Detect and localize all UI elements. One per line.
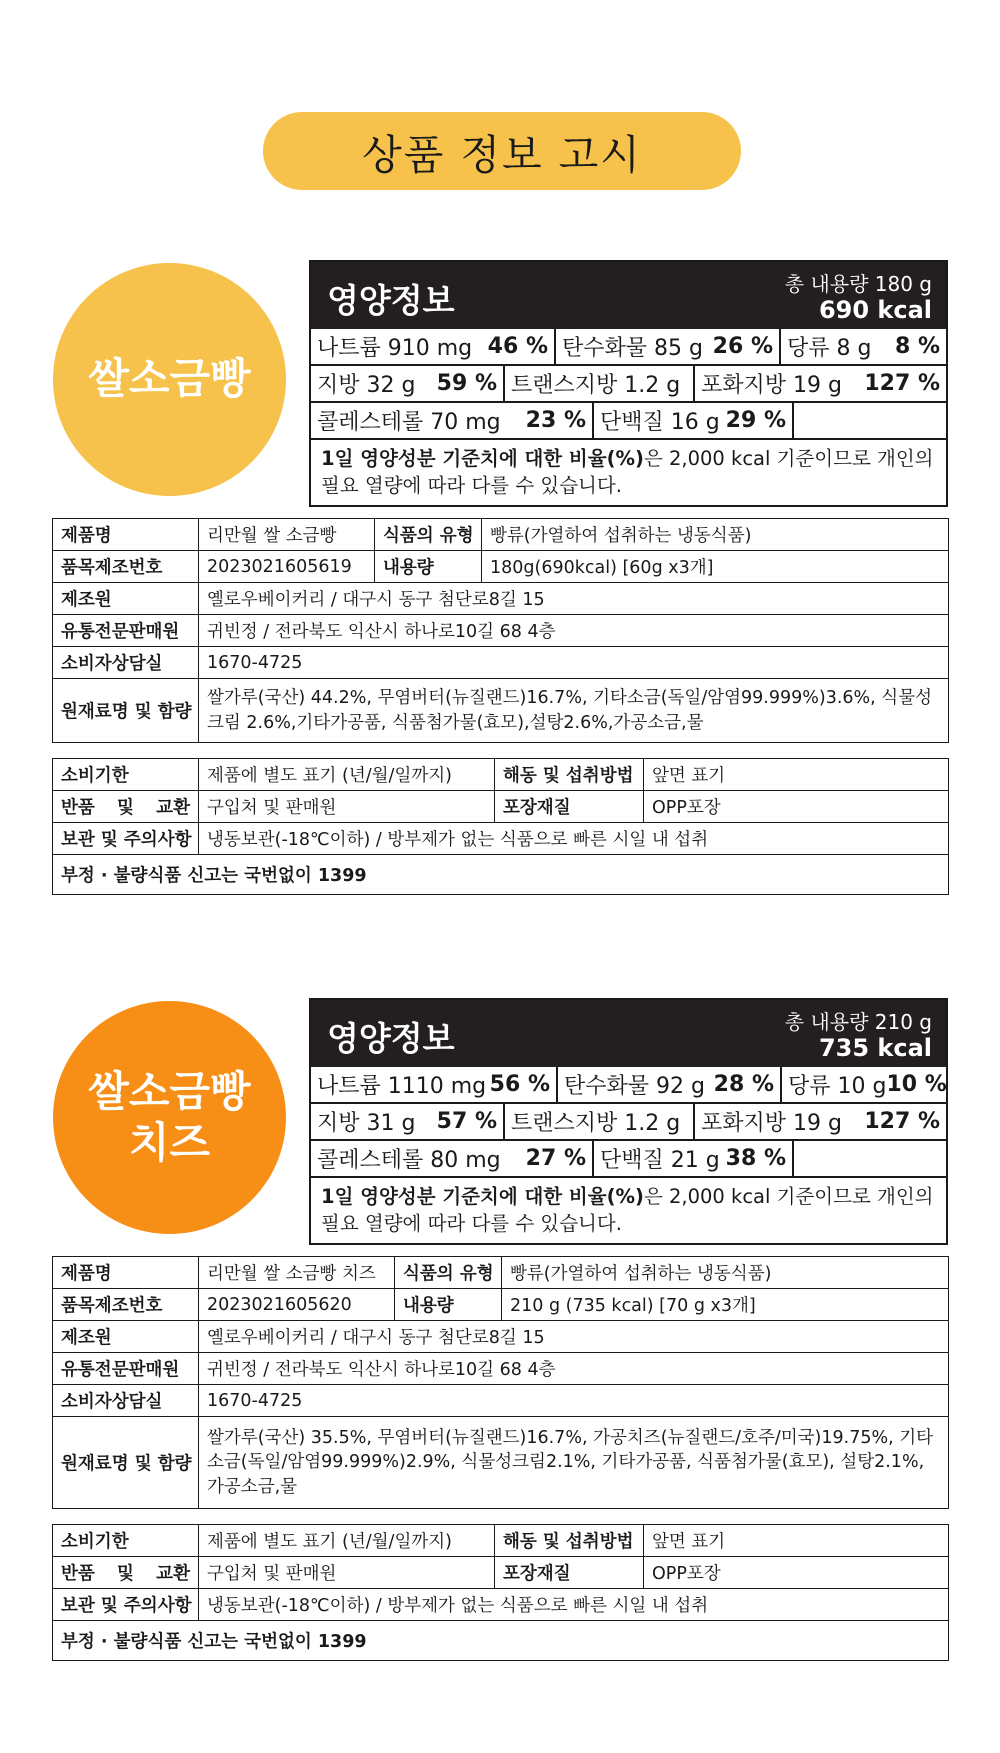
nutrient-pct: 27 % [525, 1146, 586, 1171]
value-storage: 냉동보관(-18℃이하) / 방부제가 없는 식품으로 빠른 시일 내 섭취 [199, 1589, 949, 1621]
value-return: 구입처 및 판매원 [199, 791, 495, 823]
nutrition-header [311, 262, 946, 329]
nutrient-cell [695, 366, 946, 401]
nutrient-cell [594, 403, 794, 438]
table-row [53, 679, 949, 743]
product-badge-circle [53, 263, 286, 496]
nutrient-pct: 23 % [525, 408, 586, 433]
nutrient-amount: 16 g [670, 410, 720, 435]
nutrient-cell [311, 329, 556, 364]
value-seller: 귀빈정 / 전라북도 익산시 하나로10길 68 4층 [199, 1353, 949, 1385]
nutrition-total: 총 내용량 180 g [784, 272, 932, 296]
nutrient-amount: 32 g [366, 373, 416, 398]
nutrient-amount: 910 mg [387, 336, 473, 361]
table-row [53, 855, 949, 895]
value-thaw: 앞면 표기 [644, 1525, 949, 1557]
nutrient-name: 지방 [317, 373, 360, 398]
nutrient-cell [311, 1141, 594, 1176]
value-seller: 귀빈정 / 전라북도 익산시 하나로10길 68 4층 [199, 615, 949, 647]
table-row [53, 1557, 949, 1589]
nutrient-pct: 46 % [487, 334, 548, 359]
nutrient-cell [505, 1104, 695, 1139]
nutrient-cell [782, 1067, 946, 1102]
nutrient-pct: 127 % [864, 1109, 940, 1134]
value-product-name: 리만월 쌀 소금빵 치즈 [199, 1257, 395, 1289]
label-maker: 제조원 [53, 583, 199, 615]
table-row [53, 615, 949, 647]
badge-line: 쌀소금빵 [88, 1067, 251, 1117]
table-row [53, 791, 949, 823]
table-row [53, 1289, 949, 1321]
label-pack: 포장재질 [495, 1557, 644, 1589]
value-storage: 냉동보관(-18℃이하) / 방부제가 없는 식품으로 빠른 시일 내 섭취 [199, 823, 949, 855]
nutrient-amount: 21 g [670, 1148, 720, 1173]
page-title: 상품 정보 고시 [263, 112, 741, 190]
nutrition-row [311, 1067, 946, 1102]
nutrient-pct: 26 % [712, 334, 773, 359]
nutrient-cell-empty [794, 1141, 946, 1176]
label-food-type: 식품의 유형 [395, 1257, 502, 1289]
nutrient-amount: 19 g [793, 373, 842, 398]
nutrient-name: 탄수화물 [564, 1074, 650, 1099]
nutrient-cell [556, 329, 781, 364]
table-row [53, 823, 949, 855]
nutrient-name: 콜레스테롤 [317, 410, 424, 435]
label-ingredients: 원재료명 및 함량 [53, 679, 199, 743]
product-info-table [52, 1256, 949, 1509]
nutrient-pct: 29 % [725, 408, 786, 433]
label-maker: 제조원 [53, 1321, 199, 1353]
nutrition-note [311, 438, 946, 505]
label-thaw: 해동 및 섭취방법 [495, 759, 644, 791]
badge-line: 치즈 [128, 1117, 211, 1167]
value-return: 구입처 및 판매원 [199, 1557, 495, 1589]
value-report-no: 2023021605620 [199, 1289, 395, 1321]
nutrient-pct: 38 % [725, 1146, 786, 1171]
label-seller: 유통전문판매원 [53, 1353, 199, 1385]
nutrient-amount: 1.2 g [624, 373, 681, 398]
nutrition-row [311, 401, 946, 438]
nutrition-title: 영양정보 [327, 281, 455, 320]
value-pack: OPP포장 [644, 791, 949, 823]
value-expiry: 제품에 별도 표기 (년/월/일까지) [199, 1525, 495, 1557]
nutrient-amount: 8 g [836, 336, 872, 361]
nutrient-amount: 1110 mg [387, 1074, 487, 1099]
report-notice: 부정 · 불량식품 신고는 국번없이 1399 [53, 1621, 949, 1661]
label-report-no: 품목제조번호 [53, 1289, 199, 1321]
nutrition-kcal: 690 kcal [818, 296, 932, 324]
nutrient-name: 포화지방 [701, 373, 787, 398]
nutrient-name: 나트륨 [317, 336, 381, 361]
label-content: 내용량 [375, 551, 482, 583]
nutrient-name: 트랜스지방 [511, 1111, 618, 1136]
label-product-name: 제품명 [53, 519, 199, 551]
nutrition-header [311, 1000, 946, 1067]
table-row [53, 583, 949, 615]
product-badge-circle [53, 1001, 286, 1234]
nutrient-name: 당류 [788, 1074, 831, 1099]
nutrition-note-bold: 1일 영양성분 기준치에 대한 비율(%) [321, 447, 644, 470]
nutrition-note-text: 은 2,000 kcal 기준이므로 개인의 필요 열량에 따라 다를 수 있습니다. [321, 447, 934, 498]
table-row [53, 551, 949, 583]
nutrition-note-text: 은 2,000 kcal 기준이므로 개인의 필요 열량에 따라 다를 수 있습니다. [321, 1185, 934, 1236]
nutrition-row [311, 364, 946, 401]
table-row [53, 647, 949, 679]
table-row [53, 1417, 949, 1509]
label-return: 반품 및 교환 [53, 1557, 199, 1589]
value-food-type: 빵류(가열하여 섭취하는 냉동식품) [502, 1257, 949, 1289]
nutrient-name: 단백질 [600, 410, 664, 435]
nutrient-pct: 10 % [886, 1072, 947, 1097]
nutrient-cell-empty [794, 403, 946, 438]
value-expiry: 제품에 별도 표기 (년/월/일까지) [199, 759, 495, 791]
nutrition-panel [309, 260, 948, 507]
nutrition-row [311, 1139, 946, 1176]
value-report-no: 2023021605619 [199, 551, 375, 583]
value-product-name: 리만월 쌀 소금빵 [199, 519, 375, 551]
label-storage: 보관 및 주의사항 [53, 823, 199, 855]
nutrient-pct: 8 % [894, 334, 940, 359]
nutrient-amount: 19 g [793, 1111, 842, 1136]
table-row [53, 1589, 949, 1621]
product-info-table-2 [52, 1524, 949, 1661]
value-ingredients: 쌀가루(국산) 35.5%, 무염버터(뉴질랜드)16.7%, 가공치즈(뉴질랜드/호주/미국)19.75%, 기타소금(독일/암염99.999%)2.9%, 식물성크림2.1%, 기타가공품, 식품첨가물(효모), 설탕2.1%,가공소금,물 [199, 1417, 949, 1509]
label-ingredients: 원재료명 및 함량 [53, 1417, 199, 1509]
label-return: 반품 및 교환 [53, 791, 199, 823]
nutrient-name: 단백질 [600, 1148, 664, 1173]
nutrient-amount: 10 g [837, 1074, 887, 1099]
table-row [53, 1525, 949, 1557]
nutrient-name: 포화지방 [701, 1111, 787, 1136]
label-product-name: 제품명 [53, 1257, 199, 1289]
value-content: 180g(690kcal) [60g x3개] [482, 551, 949, 583]
value-content: 210 g (735 kcal) [70 g x3개] [502, 1289, 949, 1321]
nutrient-cell [311, 366, 505, 401]
table-row [53, 759, 949, 791]
value-cs: 1670-4725 [199, 1385, 949, 1417]
nutrition-note-bold: 1일 영양성분 기준치에 대한 비율(%) [321, 1185, 644, 1208]
nutrient-name: 나트륨 [317, 1074, 381, 1099]
nutrient-cell [594, 1141, 794, 1176]
nutrient-amount: 85 g [654, 336, 703, 361]
label-pack: 포장재질 [495, 791, 644, 823]
value-ingredients: 쌀가루(국산) 44.2%, 무염버터(뉴질랜드)16.7%, 기타소금(독일/암염99.999%)3.6%, 식물성크림 2.6%,기타가공품, 식품첨가물(효모),설탕2.6%,가공소금,물 [199, 679, 949, 743]
nutrient-amount: 70 mg [430, 410, 501, 435]
nutrient-pct: 56 % [489, 1072, 550, 1097]
table-row [53, 1257, 949, 1289]
value-thaw: 앞면 표기 [644, 759, 949, 791]
value-cs: 1670-4725 [199, 647, 949, 679]
badge-line: 쌀소금빵 [88, 354, 251, 404]
label-cs: 소비자상담실 [53, 647, 199, 679]
nutrition-title: 영양정보 [327, 1019, 455, 1058]
nutrient-name: 지방 [317, 1111, 360, 1136]
nutrient-pct: 57 % [436, 1109, 497, 1134]
nutrient-name: 당류 [787, 336, 830, 361]
label-report-no: 품목제조번호 [53, 551, 199, 583]
nutrition-row [311, 329, 946, 364]
value-maker: 옐로우베이커리 / 대구시 동구 첨단로8길 15 [199, 583, 949, 615]
nutrient-cell [311, 1067, 558, 1102]
label-expiry: 소비기한 [53, 1525, 199, 1557]
nutrient-pct: 28 % [713, 1072, 774, 1097]
table-row [53, 1385, 949, 1417]
product-info-table [52, 518, 949, 743]
nutrition-row [311, 1102, 946, 1139]
nutrient-amount: 80 mg [430, 1148, 501, 1173]
report-notice: 부정 · 불량식품 신고는 국번없이 1399 [53, 855, 949, 895]
label-cs: 소비자상담실 [53, 1385, 199, 1417]
nutrient-name: 콜레스테롤 [317, 1148, 424, 1173]
label-expiry: 소비기한 [53, 759, 199, 791]
nutrient-amount: 92 g [656, 1074, 705, 1099]
nutrient-name: 트랜스지방 [511, 373, 618, 398]
nutrient-amount: 31 g [366, 1111, 416, 1136]
nutrition-kcal: 735 kcal [818, 1034, 932, 1062]
nutrient-pct: 59 % [436, 371, 497, 396]
nutrition-total: 총 내용량 210 g [784, 1010, 932, 1034]
nutrient-cell [505, 366, 695, 401]
nutrient-cell [695, 1104, 946, 1139]
nutrient-cell [558, 1067, 782, 1102]
nutrition-note [311, 1176, 946, 1243]
table-row [53, 519, 949, 551]
table-row [53, 1353, 949, 1385]
nutrient-cell [311, 403, 594, 438]
nutrition-panel [309, 998, 948, 1245]
label-seller: 유통전문판매원 [53, 615, 199, 647]
label-storage: 보관 및 주의사항 [53, 1589, 199, 1621]
label-food-type: 식품의 유형 [375, 519, 482, 551]
nutrient-cell [781, 329, 946, 364]
nutrient-amount: 1.2 g [624, 1111, 681, 1136]
value-maker: 옐로우베이커리 / 대구시 동구 첨단로8길 15 [199, 1321, 949, 1353]
nutrient-cell [311, 1104, 505, 1139]
label-content: 내용량 [395, 1289, 502, 1321]
table-row [53, 1321, 949, 1353]
table-row [53, 1621, 949, 1661]
label-thaw: 해동 및 섭취방법 [495, 1525, 644, 1557]
product-info-table-2 [52, 758, 949, 895]
value-pack: OPP포장 [644, 1557, 949, 1589]
nutrient-pct: 127 % [864, 371, 940, 396]
nutrient-name: 탄수화물 [562, 336, 648, 361]
value-food-type: 빵류(가열하여 섭취하는 냉동식품) [482, 519, 949, 551]
